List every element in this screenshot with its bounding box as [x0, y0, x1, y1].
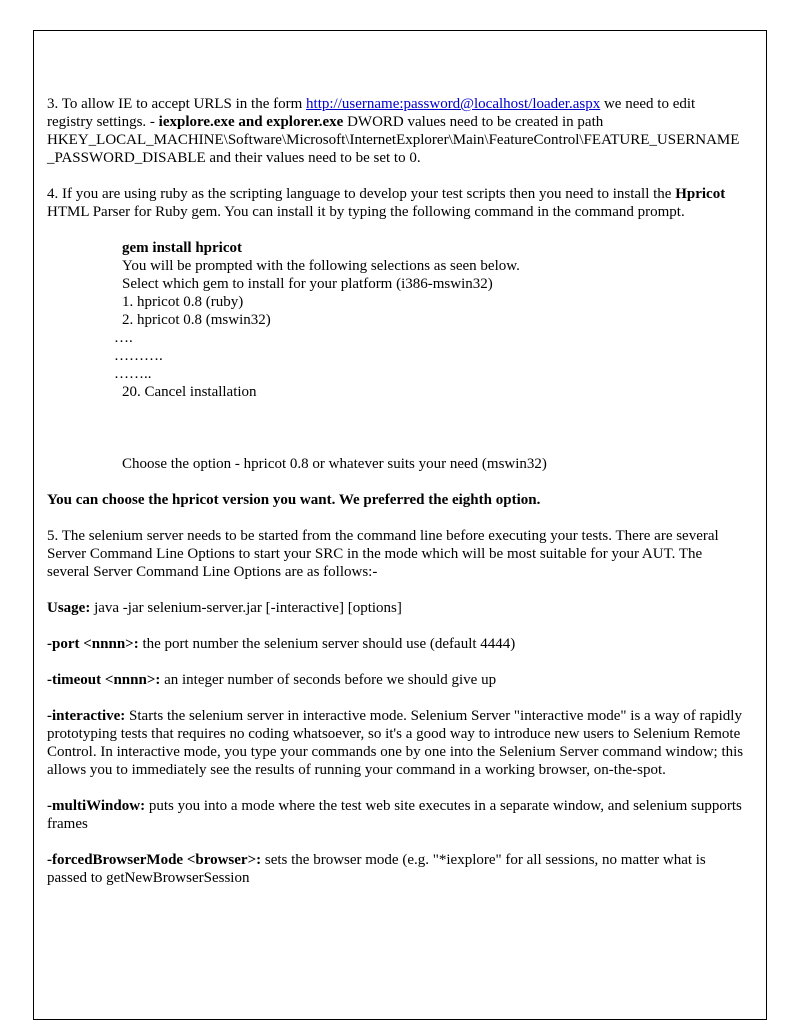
option-interactive — [47, 707, 744, 779]
para4-bold-hpricot: Hpricot — [675, 186, 726, 202]
usage-text: java -jar selenium-server.jar [-interactive] [options] — [90, 600, 402, 616]
para3-text-before-link: 3. To allow IE to accept URLS in the form — [47, 96, 307, 112]
option-forcedbrowsermode-label: -forcedBrowserMode <browser>: — [47, 852, 262, 868]
para4-text-before-bold: 4. If you are using ruby as the scripting language to develop your test scripts then you need to install the — [47, 186, 676, 202]
gem-options-ellipsis-1: …. — [114, 330, 133, 346]
gem-option-cancel: 20. Cancel installation — [122, 384, 257, 400]
para4-text-after-bold: HTML Parser for Ruby gem. You can install it by typing the following command in the command prompt. — [47, 204, 685, 220]
option-timeout — [47, 671, 744, 689]
option-port-label: -port <nnnn>: — [47, 636, 139, 652]
option-multiwindow-text: puts you into a mode where the test web site executes in a separate window, and selenium supports frames — [47, 798, 742, 832]
gem-options-ellipsis-3: …….. — [114, 366, 152, 382]
option-forcedbrowsermode-text: sets the browser mode (e.g. "*iexplore" for all sessions, no matter what is passed to getNewBrowserSession — [47, 852, 706, 886]
option-timeout-text: an integer number of seconds before we should give up — [160, 672, 497, 688]
gem-option-mswin32: 2. hpricot 0.8 (mswin32) — [122, 312, 271, 328]
gem-block-prompt-line: You will be prompted with the following selections as seen below. — [122, 258, 520, 274]
gem-install-command: gem install hpricot — [122, 240, 242, 256]
gem-install-instructions-block — [114, 239, 744, 401]
option-timeout-label: -timeout <nnnn>: — [47, 672, 161, 688]
loader-aspx-link[interactable]: http://username:password@localhost/loader.aspx — [306, 96, 601, 112]
para3-text-after-link: we need to edit registry settings. - — [47, 96, 696, 130]
option-interactive-text: Starts the selenium server in interactive mode. Selenium Server "interactive mode" is a way of rapidly prototyping tests that requires no coding whatsoever, so it's a good way to introduce new users to Selenium Remote Control. In interactive mode, you type your commands one by one into the Selenium Server command window; this allows you to immediately see the results of running your command in a working browser, on-the-spot. — [47, 708, 744, 778]
option-port-text: the port number the selenium server should use (default 4444) — [138, 636, 516, 652]
option-forcedbrowsermode — [47, 851, 744, 887]
para3-text-registry-path: DWORD values need to be created in path HKEY_LOCAL_MACHINE\Software\Microsoft\InternetExplorer\Main\FeatureControl\FEATURE_USERNAME_PASSWORD_DISABLE and their values need to be set to 0. — [47, 114, 740, 166]
para3-bold-executables: iexplore.exe and explorer.exe — [158, 114, 344, 130]
usage-line — [47, 599, 744, 617]
option-multiwindow-label: -multiWindow: — [47, 798, 146, 814]
paragraph-selenium-server: 5. The selenium server needs to be started from the command line before executing your tests. There are several Server Command Line Options to start your SRC in the mode which will be most suitable for your AUT. The several Server Command Line Options are as follows:- — [47, 528, 719, 580]
gem-block-select-line: Select which gem to install for your platform (i386-mswin32) — [122, 276, 493, 292]
paragraph-registry-settings — [47, 95, 744, 167]
document-page — [33, 30, 767, 1020]
option-interactive-label: -interactive: — [47, 708, 126, 724]
choose-option-line: Choose the option - hpricot 0.8 or whatever suits your need (mswin32) — [122, 456, 547, 472]
paragraph-ruby-hpricot — [47, 185, 744, 221]
option-port — [47, 635, 744, 653]
hpricot-version-note: You can choose the hpricot version you want. We preferred the eighth option. — [47, 492, 541, 508]
usage-label: Usage: — [47, 600, 91, 616]
gem-options-ellipsis-2: ………. — [114, 348, 163, 364]
gem-option-ruby: 1. hpricot 0.8 (ruby) — [122, 294, 244, 310]
option-multiwindow — [47, 797, 744, 833]
